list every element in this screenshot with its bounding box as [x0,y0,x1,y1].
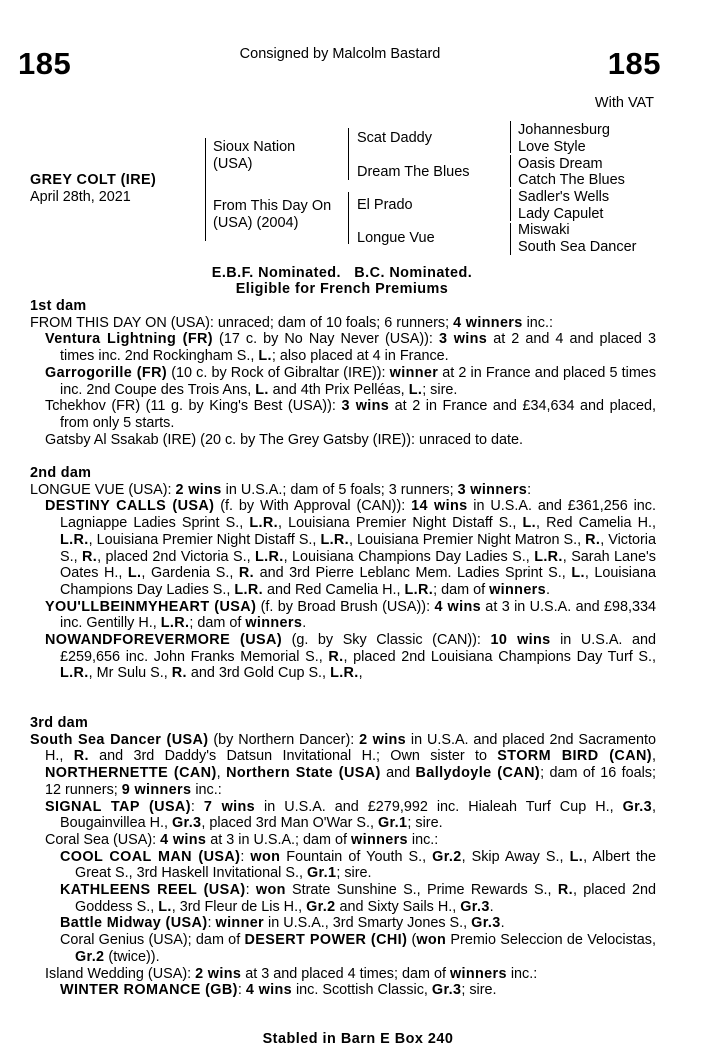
vat-note: With VAT [594,95,654,111]
pedigree-line-3b [510,155,511,187]
produce-record: COOL COAL MAN (USA): won Fountain of Youth S., Gr.2, Skip Away S., L., Albert the Great S., 3rd Haskell Invitational S., Gr.1; sire. [60,848,656,882]
produce-record: Island Wedding (USA): 2 wins at 3 and placed 4 times; dam of winners inc.: [45,965,538,982]
third-dam-heading: 3rd dam [30,715,89,731]
produce-record: Tchekhov (FR) (11 g. by King's Best (USA)): 3 wins at 2 in France and £34,634 and placed, from only 5 starts. [45,398,656,431]
produce-record: WINTER ROMANCE (GB): 4 wins inc. Scottish Classic, Gr.3; sire. [60,982,497,999]
second-dam-section [30,465,656,682]
first-dam-heading: 1st dam [30,298,87,314]
premiums-note: Eligible for French Premiums [235,281,449,297]
lot-number-left: 185 [18,46,72,81]
stabling-location: Stabled in Barn E Box 240 [262,1031,454,1047]
produce-record: Gatsby Al Ssakab (IRE) (20 c. by The Grey Gatsby (IRE)): unraced to date. [45,431,524,448]
pedigree-dam-sire: El Prado [357,197,413,213]
pedigree-gen3-8: South Sea Dancer [518,239,637,255]
horse-foaled: April 28th, 2021 [30,189,131,205]
produce-record: Battle Midway (USA): winner in U.S.A., 3rd Smarty Jones S., Gr.3. [60,915,505,932]
pedigree-gen3-2: Love Style [518,139,586,155]
second-dam-intro: LONGUE VUE (USA): 2 wins in U.S.A.; dam of 5 foals; 3 runners; 3 winners: [30,481,532,498]
pedigree-gen3-5: Sadler's Wells [518,189,610,205]
pedigree-line-3a [510,121,511,153]
pedigree-sire-dam: Dream The Blues [357,164,470,180]
pedigree-dam-dam: Longue Vue [357,230,435,246]
pedigree-gen3-4: Catch The Blues [518,172,625,188]
produce-record: Coral Genius (USA); dam of DESERT POWER (CHI) (won Premio Seleccion de Velocistas, Gr.2 (twice)). [60,932,656,965]
third-dam-intro: South Sea Dancer (USA) (by Northern Dancer): 2 wins in U.S.A. and placed 2nd Sacramento H., R. and 3rd Daddy's Datsun Invitational H.; Own sister to STORM BIRD (CAN), NORTHERNETTE (CAN), Northern State (USA) and Ballydoyle (CAN); dam of 16 foals; 12 runners; 9 winners inc.: [30,731,656,798]
pedigree-sire: Sioux Nation (USA) [213,139,296,172]
pedigree-line-2b [348,192,349,244]
horse-sex-color: GREY COLT (IRE) [30,172,157,188]
second-dam-heading: 2nd dam [30,465,92,481]
pedigree-gen3-6: Lady Capulet [518,206,604,222]
produce-record: YOU'LLBEINMYHEART (USA) (f. by Broad Brush (USA)): 4 wins at 3 in U.S.A. and £98,334 inc. Gentilly H., L.R.; dam of winners. [45,598,657,632]
pedigree-line-2a [348,128,349,180]
produce-record: NOWANDFOREVERMORE (USA) (g. by Sky Classic (CAN)): 10 wins in U.S.A. and £259,656 inc. John Franks Memorial S., R., placed 2nd Louisiana Champions Day Turf S., L.R., Mr Sulu S., R. and 3rd Gold Cup S., L.R., [45,632,656,682]
third-dam-section [30,715,656,999]
first-dam-section [30,298,656,448]
produce-record: Garrogorille (FR) (10 c. by Rock of Gibraltar (IRE)): winner at 2 in France and placed 5 times inc. 2nd Coupe des Trois Ans, L. and 4th Prix Pelléas, L.; sire. [45,364,657,398]
nomination-note: E.B.F. Nominated. B.C. Nominated. [211,265,473,281]
produce-record: KATHLEENS REEL (USA): won Strate Sunshine S., Prime Rewards S., R., placed 2nd Goddess S., L., 3rd Fleur de Lis H., Gr.2 and Sixty Sails H., Gr.3. [60,882,656,915]
pedigree-dam: From This Day On (USA) (2004) [213,198,332,231]
produce-record: DESTINY CALLS (USA) (f. by With Approval (CAN)): 14 wins in U.S.A. and £361,256 inc. Lagniappe Ladies Sprint S., L.R., Louisiana Premier Night Distaff S., L., Red Camelia H., L.R., Louisiana Premier Night Distaff S., L.R., Louisiana Premier Night Matron S., R., Victoria S., R., placed 2nd Victoria S., L.R., Louisiana Champions Day Ladies S., L.R., Sarah Lane's Oates H., L., Gardenia S., R. and 3rd Pierre Leblanc Mem. Ladies Sprint S., L., Louisiana Champions Day Ladies S., L.R. and Red Camelia H., L.R.; dam of winners. [45,498,656,598]
consigner: Consigned by Malcolm Bastard [239,46,441,62]
produce-record: SIGNAL TAP (USA): 7 wins in U.S.A. and £279,992 inc. Hialeah Turf Cup H., Gr.3, Bougainvillea H., Gr.3, placed 3rd Man O'War S., Gr.1; sire. [45,798,656,832]
pedigree-gen3-7: Miswaki [518,222,570,238]
lot-number-right: 185 [607,46,661,81]
pedigree-line-3d [510,223,511,255]
pedigree-sire-sire: Scat Daddy [357,130,432,146]
pedigree-line-1 [205,138,206,241]
produce-record: Ventura Lightning (FR) (17 c. by No Nay Never (USA)): 3 wins at 2 and 4 and placed 3 times inc. 2nd Rockingham S., L.; also placed at 4 in France. [45,331,656,365]
pedigree-gen3-1: Johannesburg [518,122,610,138]
produce-record: Coral Sea (USA): 4 wins at 3 in U.S.A.; dam of winners inc.: [45,831,439,848]
pedigree-line-3c [510,189,511,221]
pedigree-gen3-3: Oasis Dream [518,156,603,172]
first-dam-intro: FROM THIS DAY ON (USA): unraced; dam of 10 foals; 6 runners; 4 winners inc.: [30,314,553,331]
